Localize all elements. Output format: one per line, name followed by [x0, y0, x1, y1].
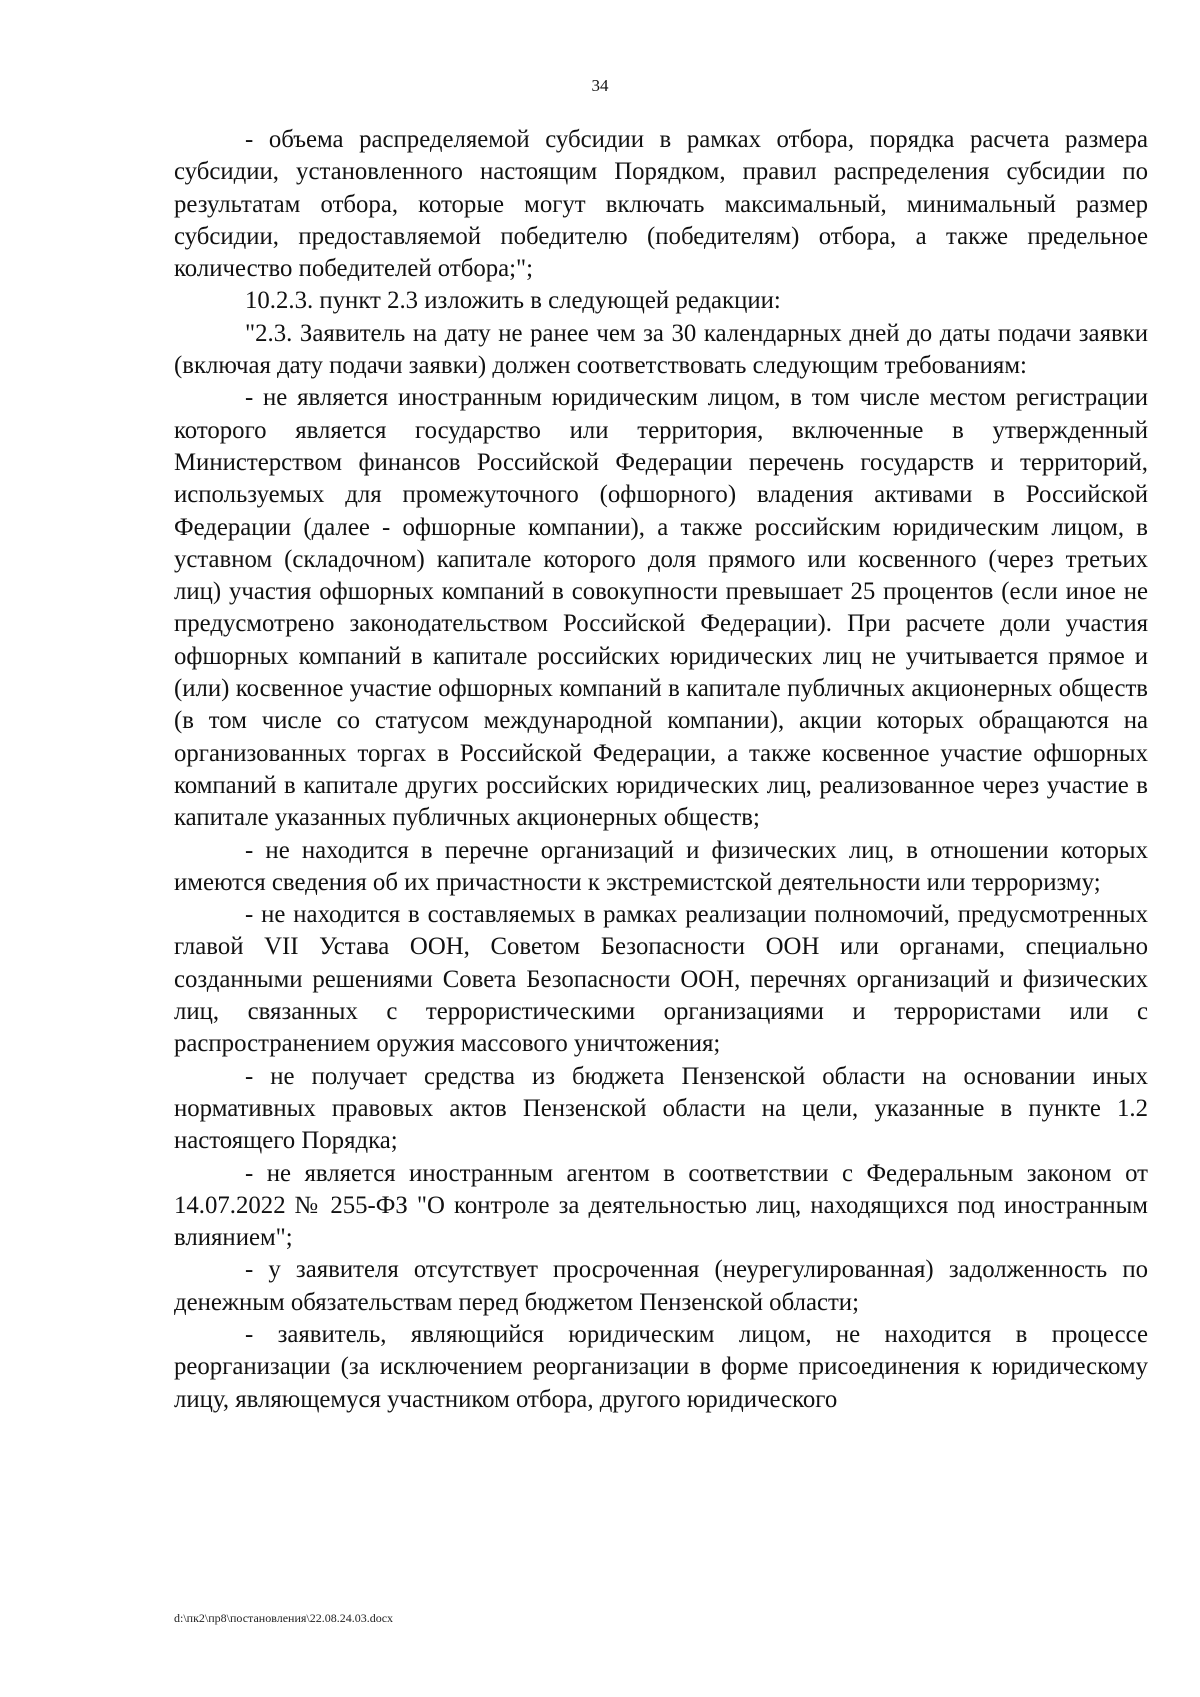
page-number: 34	[591, 76, 609, 95]
paragraph-foreign-agent: - не является иностранным агентом в соответствии с Федеральным законом от 14.07.2022 № 255-ФЗ "О контроле за деятельностью лиц, находящихся под иностранным влиянием";	[174, 1159, 1148, 1252]
paragraph-2-3-intro: "2.3. Заявитель на дату не ранее чем за 30 календарных дней до даты подачи заявки (включая дату подачи заявки) должен соответствовать следующим требованиям:	[174, 319, 1148, 380]
paragraph-extremism-list: - не находится в перечне организаций и физических лиц, в отношении которых имеются сведения об их причастности к экстремистской деятельности или терроризму;	[174, 836, 1148, 896]
footer-file-path: d:\пк2\пр8\постановления\22.08.24.03.docx	[174, 1611, 394, 1625]
paragraph-foreign-entity: - не является иностранным юридическим лицом, в том числе местом регистрации которого является государство или территория, включенные в утвержденный Министерством финансов Российской Федерации перечень государств и территорий, используемых для промежуточного (офшорного) владения активами в Российской Федерации (далее - офшорные компании), а также российским юридическим лицом, в уставном (складочном) капитале которого доля прямого или косвенного (через третьих лиц) участия офшорных компаний в совокупности превышает 25 процентов (если иное не предусмотрено законодательством Российской Федерации). При расчете доли участия офшорных компаний в капитале российских юридических лиц не учитывается прямое и (или) косвенное участие офшорных компаний в капитале публичных акционерных обществ (в том числе со статусом международной компании), акции которых обращаются на организованных торгах в Российской Федерации, а также косвенное участие офшорных компаний в капитале других российских юридических лиц, реализованное через участие в капитале указанных публичных акционерных обществ;	[174, 384, 1148, 832]
paragraph-subsidy-volume: - объема распределяемой субсидии в рамках отбора, порядка расчета размера субсидии, установленного настоящим Порядком, правил распределения субсидии по результатам отбора, которые могут включать максимальный, минимальный размер субсидии, предоставляемой победителю (победителям) отбора, а также предельное количество победителей отбора;";	[174, 126, 1148, 283]
paragraph-reorganization: - заявитель, являющийся юридическим лицом, не находится в процессе реорганизации (за исключением реорганизации в форме присоединения к юридическому лицу, являющемуся участником отбора, другого юридического	[174, 1320, 1148, 1413]
paragraph-un-lists: - не находится в составляемых в рамках реализации полномочий, предусмотренных главой VII Устава ООН, Советом Безопасности ООН или органами, специально созданными решениями Совета Безопасности ООН, перечнях организаций и физических лиц, связанных с террористическими организациями и террористами или с распространением оружия массового уничтожения;	[174, 901, 1148, 1058]
paragraph-10-2-3: 10.2.3. пункт 2.3 изложить в следующей редакции:	[245, 287, 781, 315]
paragraph-budget-funds: - не получает средства из бюджета Пензенской области на основании иных нормативных правовых актов Пензенской области на цели, указанные в пункте 1.2 настоящего Порядка;	[174, 1062, 1148, 1155]
document-body	[174, 124, 1148, 1416]
paragraph-overdue-debt: - у заявителя отсутствует просроченная (неурегулированная) задолженность по денежным обязательствам перед бюджетом Пензенской области;	[174, 1256, 1148, 1316]
